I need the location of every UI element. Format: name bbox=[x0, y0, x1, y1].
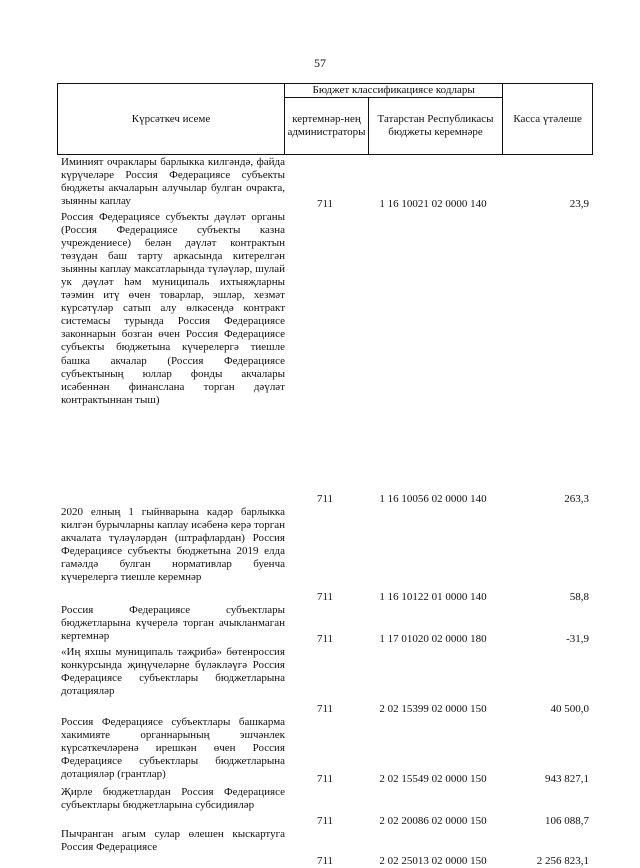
row-admin: 711 bbox=[316, 854, 334, 867]
row-code: 1 16 10122 01 0000 140 bbox=[379, 590, 487, 603]
header-indicator: Күрсәткеч исеме bbox=[58, 84, 285, 155]
row-amount: 23,9 bbox=[569, 197, 589, 210]
row-amount: 263,3 bbox=[564, 492, 589, 505]
row-name: Россия Федерациясе субъектлары башкарма хакимияте органнарының эшчәнлек күрсәткечләренә ирешкән өчен Россия Федерациясе субъектлары бюджетларына дотацияләр (грантлар) bbox=[61, 716, 285, 781]
table-row bbox=[57, 506, 593, 604]
row-name: 2020 елның 1 гыйнварына кадәр барлыкка килгән бурычларны каплау исәбенә керә торган акчалата түләүләрдән (штрафлардан) Россия Федерациясе субъекты бюджетына 2019 елда гамәлдә булган норматив​лар буенча күчерелергә тиешле керемнәр bbox=[61, 506, 285, 584]
row-admin: 711 bbox=[316, 632, 334, 645]
row-name: «Иң яхшы муниципаль тәҗрибә» бөтенроссия конкурсында җиңүчеләрне бүләкләүгә Россия Федерациясе субъектлары бюджетларына дотацияләр bbox=[61, 646, 285, 698]
table-row bbox=[57, 156, 593, 211]
row-admin: 711 bbox=[316, 814, 334, 827]
row-code: 1 16 10056 02 0000 140 bbox=[379, 492, 487, 505]
row-name: Россия Федерациясе субъекты дәүләт органы (Россия Федерациясе субъекты казна учреждениесе) белән дәүләт контрактын төзүдән баш тарту аркасында китерелгән зыянны каплау максатларында түләүләр, шулай ук дәүләт һәм муниципаль ихтыяҗларны тәэмин итү өчен товарлар, эшләр, хезмәт күрсәтүләр сатып алу өлкәсендә контракт системасы турында Россия Федерациясе законнарын бозган өчен Россия Федерациясе субъекты бюджетына күчерелергә тиешле башка акчалар (Россия Федерациясе субъектының юллар фонды акчалары исәбеннән финанслана торган дәүләт контрактыннан тыш) bbox=[61, 211, 285, 406]
table-row bbox=[57, 211, 593, 506]
row-name: Җирле бюджетлардан Россия Федерациясе субъектлары бюджетларына субсидияләр bbox=[61, 786, 285, 812]
table-row bbox=[57, 604, 593, 646]
row-amount: -31,9 bbox=[566, 632, 589, 645]
table-row bbox=[57, 646, 593, 716]
row-name: Пычранган агым сулар өлешен кыскартуга Россия Федерациясе bbox=[61, 828, 285, 854]
row-code: 1 17 01020 02 0000 180 bbox=[379, 632, 487, 645]
row-admin: 711 bbox=[316, 772, 334, 785]
row-code: 2 02 15549 02 0000 150 bbox=[379, 772, 487, 785]
header-tatarstan-budget: Татарстан Республикасы бюджеты керемнәре bbox=[368, 98, 502, 155]
row-code: 2 02 25013 02 0000 150 bbox=[379, 854, 487, 867]
row-code: 1 16 10021 02 0000 140 bbox=[379, 197, 487, 210]
table-header bbox=[57, 83, 593, 155]
row-name: Иминият очраклары барлыкка килгәндә, файда күрүчеләре Россия Федерациясе субъекты бюджеты акчаларын алучылар булган очракта, зыянны каплау bbox=[61, 156, 285, 208]
table-row bbox=[57, 716, 593, 786]
row-admin: 711 bbox=[316, 197, 334, 210]
row-admin: 711 bbox=[316, 702, 334, 715]
table-body bbox=[57, 156, 593, 868]
header-budget-codes: Бюджет классификациясе кодлары bbox=[285, 84, 503, 98]
row-amount: 40 500,0 bbox=[550, 702, 589, 715]
header-administrators: кертемнәр-нең администраторы bbox=[285, 98, 369, 155]
table-row bbox=[57, 786, 593, 828]
row-code: 2 02 20086 02 0000 150 bbox=[379, 814, 487, 827]
row-amount: 2 256 823,1 bbox=[536, 854, 589, 867]
row-name: Россия Федерациясе субъектлары бюджетларына күчерелә торган ачыкланмаган кертемнәр bbox=[61, 604, 285, 643]
row-amount: 58,8 bbox=[569, 590, 589, 603]
row-code: 2 02 15399 02 0000 150 bbox=[379, 702, 487, 715]
row-admin: 711 bbox=[316, 590, 334, 603]
row-amount: 106 088,7 bbox=[545, 814, 589, 827]
page-number: 57 bbox=[314, 56, 326, 70]
row-admin: 711 bbox=[316, 492, 334, 505]
table-row bbox=[57, 828, 593, 868]
row-amount: 943 827,1 bbox=[545, 772, 589, 785]
header-kassa: Касса үтәлеше bbox=[503, 84, 593, 155]
